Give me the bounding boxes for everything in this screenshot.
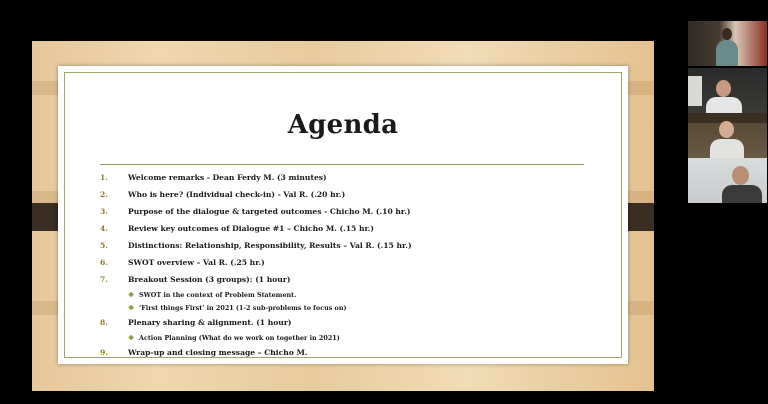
title-rule [100,164,584,165]
agenda-item-number: 8. [100,318,108,327]
participant-video-tile[interactable] [688,158,767,203]
agenda-subitem [100,288,590,301]
agenda-subitem [100,331,590,344]
agenda-item [100,203,590,220]
agenda-item [100,271,590,288]
participant-video-tile[interactable] [688,21,767,66]
bullet-icon: ❖ [128,303,135,312]
bullet-icon: ❖ [128,290,135,299]
agenda-item [100,220,590,237]
participant-head [732,166,749,185]
participant-body [706,97,742,113]
agenda-item-text: Breakout Session (3 groups): (1 hour) [128,275,291,284]
participant-body [716,40,738,66]
agenda-subitem-text: SWOT in the context of Problem Statement. [139,290,297,299]
bullet-icon: ❖ [128,333,135,342]
agenda-slide [58,66,628,364]
agenda-item [100,186,590,203]
agenda-item-number: 6. [100,258,108,267]
agenda-item-number: 1. [100,173,108,182]
agenda-item-number: 5. [100,241,108,250]
participant-video-tile[interactable] [688,113,767,158]
participant-video-tile[interactable] [688,68,767,113]
agenda-subitem-text: Action Planning (What do we work on together in 2021) [139,333,340,342]
participant-body [722,185,762,203]
agenda-item [100,314,590,331]
participant-head [722,28,732,40]
agenda-item-text: Wrap-up and closing message – Chicho M. [128,348,308,357]
window-backdrop [688,76,702,106]
participant-head [719,121,734,138]
agenda-list [100,169,590,361]
agenda-item-number: 3. [100,207,108,216]
agenda-item [100,169,590,186]
participant-body [710,139,744,158]
agenda-item-text: SWOT overview – Val R. (.25 hr.) [128,258,265,267]
agenda-item-text: Welcome remarks - Dean Ferdy M. (3 minutes) [128,173,327,182]
agenda-item-number: 2. [100,190,108,199]
agenda-item-text: Distinctions: Relationship, Responsibility, Results – Val R. (.15 hr.) [128,241,412,250]
agenda-subitem [100,301,590,314]
agenda-item [100,254,590,271]
agenda-item-text: Who is here? (Individual check-in) - Val R. (.20 hr.) [128,190,346,199]
agenda-item-number: 4. [100,224,108,233]
agenda-item-text: Plenary sharing & alignment. (1 hour) [128,318,292,327]
agenda-item-text: Purpose of the dialogue & targeted outcomes - Chicho M. (.10 hr.) [128,207,411,216]
slide-title: Agenda [287,110,399,140]
agenda-item-text: Review key outcomes of Dialogue #1 – Chicho M. (.15 hr.) [128,224,375,233]
participant-head [716,80,731,97]
agenda-item [100,237,590,254]
agenda-item-number: 7. [100,275,108,284]
agenda-item [100,344,590,361]
agenda-subitem-text: ‘First things First’ in 2021 (1-2 sub-problems to focus on) [139,303,347,312]
agenda-item-number: 9. [100,348,108,357]
